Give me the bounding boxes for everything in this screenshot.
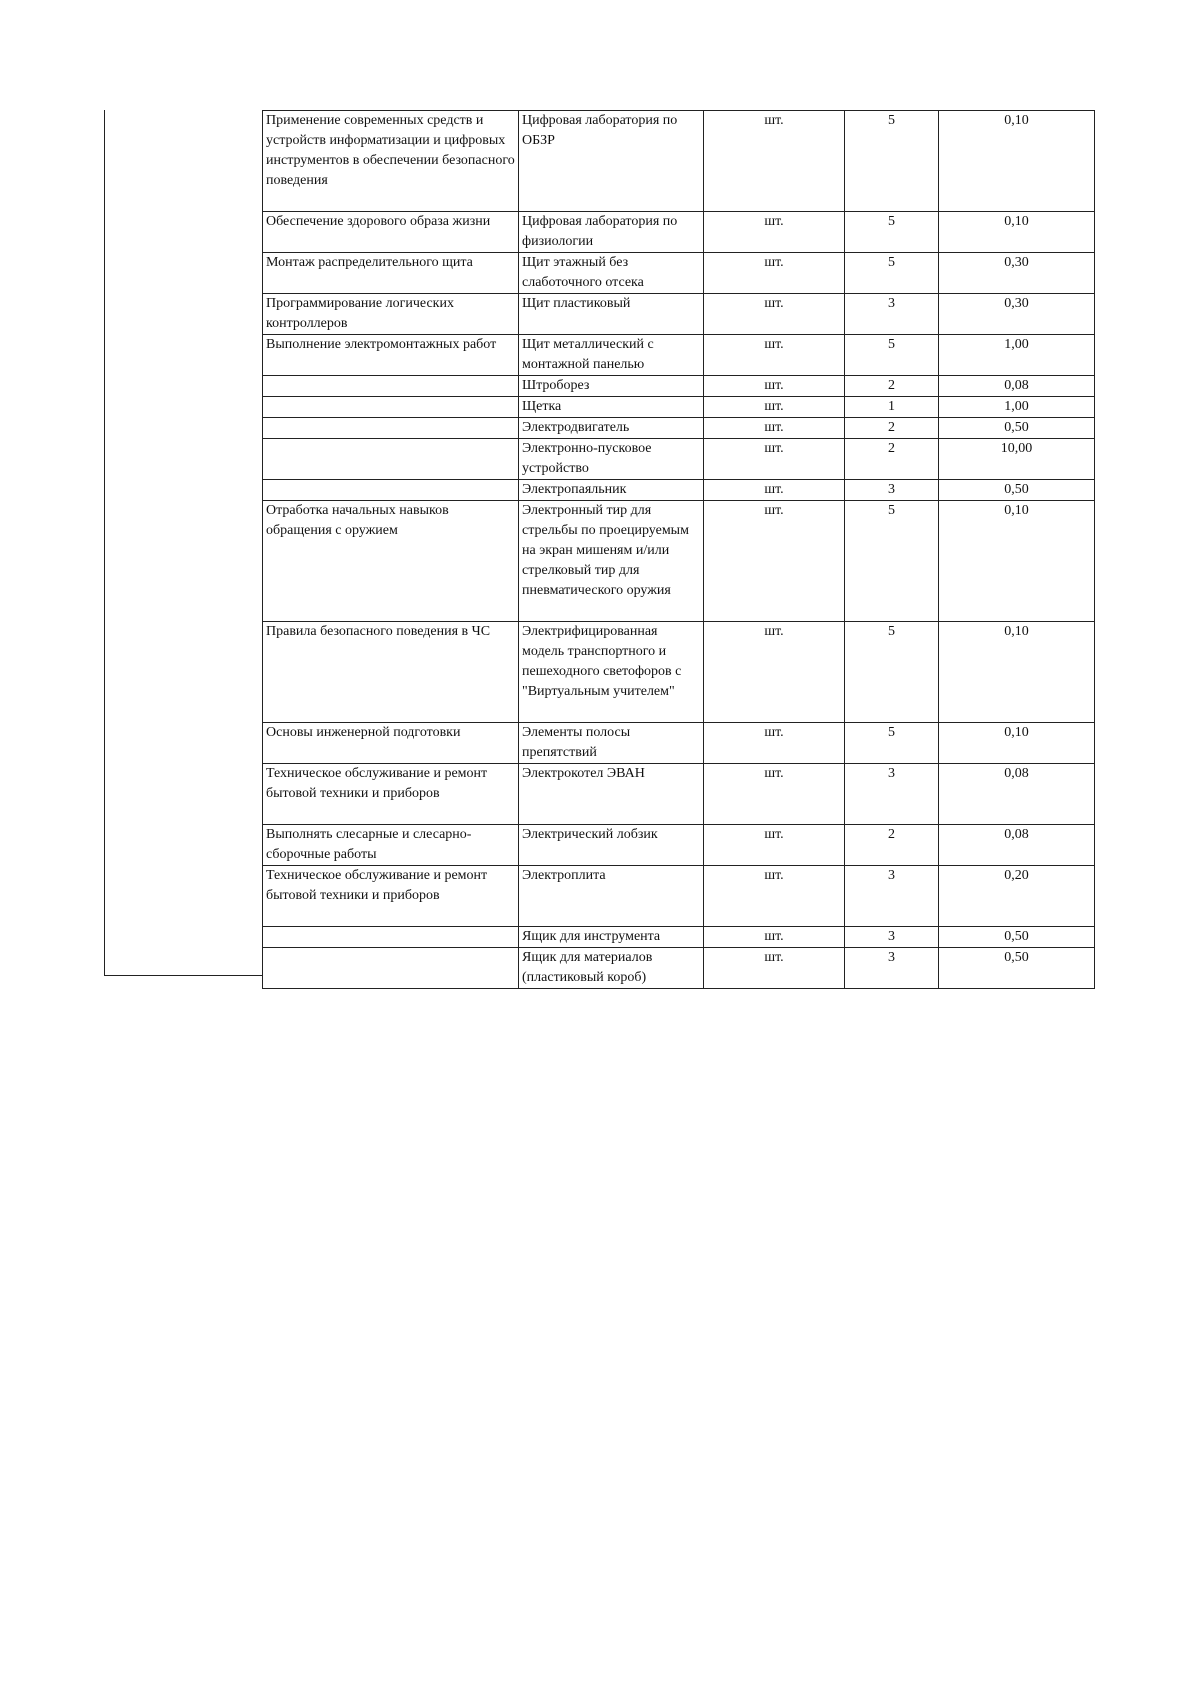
quantity-cell: 5 <box>845 335 939 376</box>
item-cell: Щит этажный без слаботочного отсека <box>519 253 704 294</box>
topic-cell <box>263 927 519 948</box>
topic-cell <box>263 948 519 989</box>
coefficient-cell: 0,10 <box>939 111 1095 212</box>
topic-cell: Монтаж распределительного щита <box>263 253 519 294</box>
table-row <box>263 335 1095 376</box>
table-row <box>263 439 1095 480</box>
item-cell: Штроборез <box>519 376 704 397</box>
item-cell: Щит пластиковый <box>519 294 704 335</box>
unit-cell: шт. <box>704 825 845 866</box>
unit-cell: шт. <box>704 439 845 480</box>
table-row <box>263 825 1095 866</box>
unit-cell: шт. <box>704 253 845 294</box>
topic-cell: Выполнение электромонтажных работ <box>263 335 519 376</box>
topic-cell <box>263 418 519 439</box>
coefficient-cell: 0,50 <box>939 948 1095 989</box>
coefficient-cell: 0,10 <box>939 622 1095 723</box>
table-row <box>263 480 1095 501</box>
item-cell: Электронно-пусковое устройство <box>519 439 704 480</box>
table-row <box>263 212 1095 253</box>
item-cell: Электрифицированная модель транспортного и пешеходного светофоров с "Виртуальным учителем" <box>519 622 704 723</box>
topic-cell: Техническое обслуживание и ремонт бытовой техники и приборов <box>263 764 519 825</box>
topic-cell <box>263 439 519 480</box>
topic-cell: Обеспечение здорового образа жизни <box>263 212 519 253</box>
unit-cell: шт. <box>704 480 845 501</box>
quantity-cell: 3 <box>845 294 939 335</box>
item-cell: Цифровая лаборатория по ОБЗР <box>519 111 704 212</box>
table-row <box>263 418 1095 439</box>
table-row <box>263 948 1095 989</box>
table-row <box>263 927 1095 948</box>
table-row <box>263 501 1095 622</box>
coefficient-cell: 0,08 <box>939 825 1095 866</box>
unit-cell: шт. <box>704 111 845 212</box>
table-row <box>263 622 1095 723</box>
coefficient-cell: 0,50 <box>939 927 1095 948</box>
coefficient-cell: 0,10 <box>939 212 1095 253</box>
item-cell: Щит металлический с монтажной панелью <box>519 335 704 376</box>
topic-cell: Программирование логических контроллеров <box>263 294 519 335</box>
coefficient-cell: 0,30 <box>939 294 1095 335</box>
quantity-cell: 5 <box>845 622 939 723</box>
table-row <box>263 397 1095 418</box>
item-cell: Электроплита <box>519 866 704 927</box>
coefficient-cell: 0,10 <box>939 501 1095 622</box>
unit-cell: шт. <box>704 294 845 335</box>
quantity-cell: 5 <box>845 212 939 253</box>
item-cell: Электрокотел ЭВАН <box>519 764 704 825</box>
quantity-cell: 3 <box>845 948 939 989</box>
coefficient-cell: 1,00 <box>939 397 1095 418</box>
item-cell: Ящик для инструмента <box>519 927 704 948</box>
unit-cell: шт. <box>704 723 845 764</box>
coefficient-cell: 0,50 <box>939 480 1095 501</box>
quantity-cell: 5 <box>845 723 939 764</box>
topic-cell <box>263 397 519 418</box>
quantity-cell: 2 <box>845 825 939 866</box>
unit-cell: шт. <box>704 418 845 439</box>
table-row <box>263 866 1095 927</box>
quantity-cell: 3 <box>845 764 939 825</box>
unit-cell: шт. <box>704 397 845 418</box>
quantity-cell: 3 <box>845 927 939 948</box>
topic-cell: Техническое обслуживание и ремонт бытовой техники и приборов <box>263 866 519 927</box>
item-cell: Щетка <box>519 397 704 418</box>
quantity-cell: 5 <box>845 253 939 294</box>
item-cell: Электропаяльник <box>519 480 704 501</box>
unit-cell: шт. <box>704 212 845 253</box>
table-row <box>263 294 1095 335</box>
coefficient-cell: 0,20 <box>939 866 1095 927</box>
unit-cell: шт. <box>704 927 845 948</box>
quantity-cell: 2 <box>845 376 939 397</box>
item-cell: Электродвигатель <box>519 418 704 439</box>
quantity-cell: 5 <box>845 111 939 212</box>
table-row <box>263 111 1095 212</box>
unit-cell: шт. <box>704 764 845 825</box>
item-cell: Электрический лобзик <box>519 825 704 866</box>
topic-cell: Применение современных средств и устройств информатизации и цифровых инструментов в обеспечении безопасного поведения <box>263 111 519 212</box>
item-cell: Ящик для материалов (пластиковый короб) <box>519 948 704 989</box>
table-left-margin-column <box>104 110 263 976</box>
unit-cell: шт. <box>704 948 845 989</box>
quantity-cell: 3 <box>845 866 939 927</box>
unit-cell: шт. <box>704 376 845 397</box>
item-cell: Электронный тир для стрельбы по проецируемым на экран мишеням и/или стрелковый тир для пневматического оружия <box>519 501 704 622</box>
table-row <box>263 253 1095 294</box>
unit-cell: шт. <box>704 501 845 622</box>
table-row <box>263 764 1095 825</box>
topic-cell: Правила безопасного поведения в ЧС <box>263 622 519 723</box>
unit-cell: шт. <box>704 335 845 376</box>
topic-cell <box>263 376 519 397</box>
topic-cell: Основы инженерной подготовки <box>263 723 519 764</box>
coefficient-cell: 0,30 <box>939 253 1095 294</box>
equipment-table <box>262 110 1095 989</box>
quantity-cell: 2 <box>845 439 939 480</box>
quantity-cell: 2 <box>845 418 939 439</box>
topic-cell: Отработка начальных навыков обращения с оружием <box>263 501 519 622</box>
table-row <box>263 376 1095 397</box>
coefficient-cell: 0,10 <box>939 723 1095 764</box>
table-row <box>263 723 1095 764</box>
item-cell: Элементы полосы препятствий <box>519 723 704 764</box>
coefficient-cell: 0,50 <box>939 418 1095 439</box>
coefficient-cell: 10,00 <box>939 439 1095 480</box>
topic-cell <box>263 480 519 501</box>
quantity-cell: 3 <box>845 480 939 501</box>
topic-cell: Выполнять слесарные и слесарно-сборочные работы <box>263 825 519 866</box>
item-cell: Цифровая лаборатория по физиологии <box>519 212 704 253</box>
coefficient-cell: 0,08 <box>939 376 1095 397</box>
quantity-cell: 1 <box>845 397 939 418</box>
unit-cell: шт. <box>704 622 845 723</box>
unit-cell: шт. <box>704 866 845 927</box>
coefficient-cell: 1,00 <box>939 335 1095 376</box>
quantity-cell: 5 <box>845 501 939 622</box>
coefficient-cell: 0,08 <box>939 764 1095 825</box>
